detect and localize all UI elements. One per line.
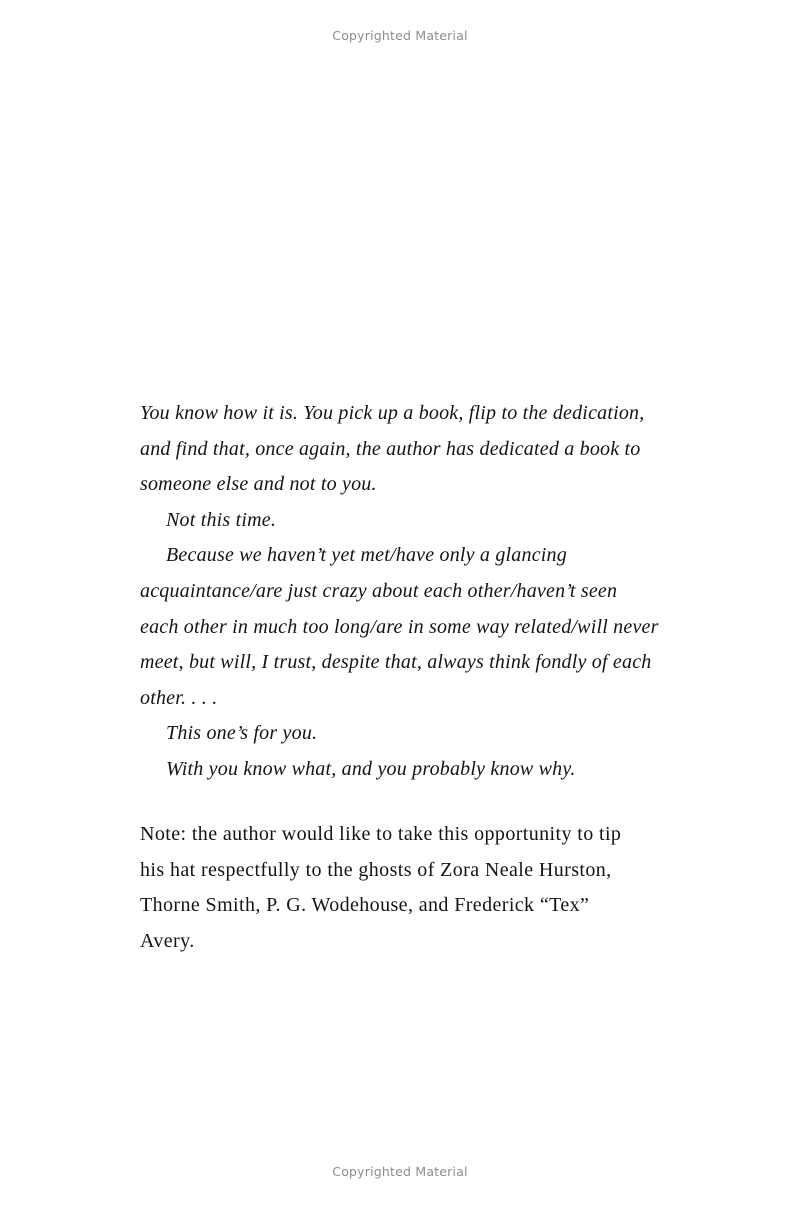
dedication-line: acquaintance/are just crazy about each other/haven’t seen [140, 579, 618, 602]
dedication-line: each other in much too long/are in some way related/will never [140, 615, 659, 638]
dedication-line: meet, but will, I trust, despite that, always think fondly of each [140, 651, 652, 674]
author-note [140, 817, 700, 959]
dedication-line: someone else and not to you. [140, 473, 377, 496]
author-note-line: Thorne Smith, P. G. Wodehouse, and Frederick “Tex” [140, 894, 590, 917]
author-note-line: Note: the author would like to take this opportunity to tip [140, 823, 622, 845]
dedication-line: Not this time. [166, 508, 277, 531]
dedication-text [140, 396, 700, 788]
dedication-line: and find that, once again, the author has dedicated a book to [140, 437, 641, 460]
author-note-line: Avery. [140, 929, 195, 952]
dedication-line: With you know what, and you probably know why. [166, 757, 576, 780]
dedication-line: This one’s for you. [166, 722, 318, 745]
copyright-notice-top: Copyrighted Material [332, 28, 468, 43]
author-note-line: his hat respectfully to the ghosts of Zora Neale Hurston, [140, 858, 612, 881]
dedication-line: other. . . . [140, 686, 218, 709]
dedication-line: Because we haven’t yet met/have only a glancing [166, 544, 567, 567]
dedication-line: You know how it is. You pick up a book, flip to the dedication, [140, 402, 645, 424]
copyright-notice-bottom: Copyrighted Material [332, 1164, 468, 1179]
